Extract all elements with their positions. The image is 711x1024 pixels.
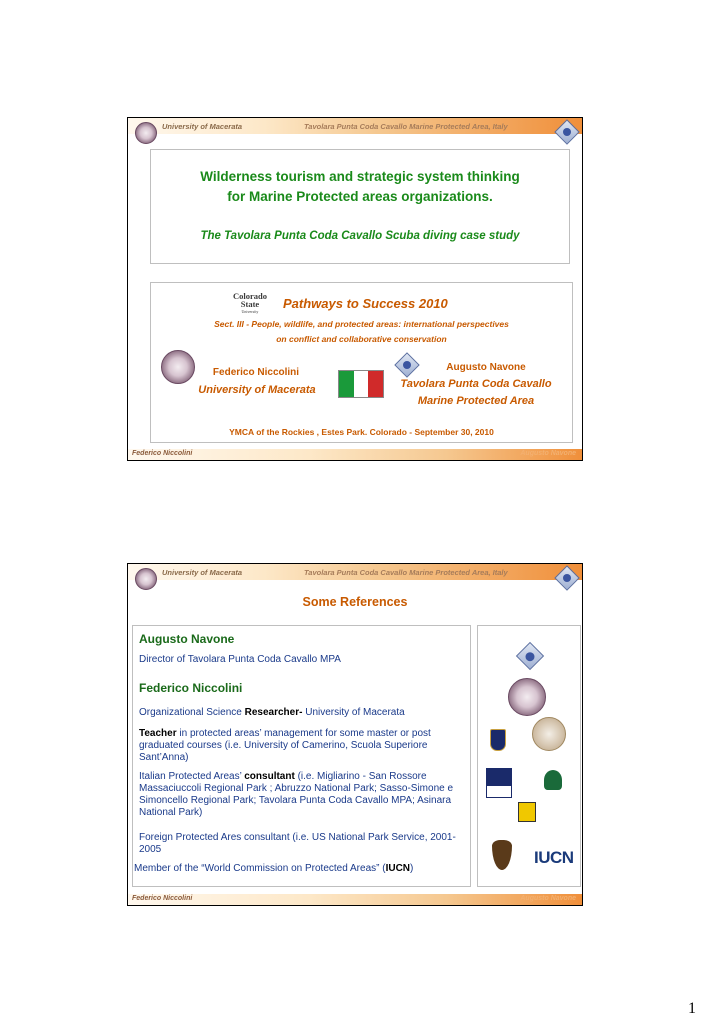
author2-affiliation-line2: Marine Protected Area <box>417 395 535 407</box>
university-seal-icon <box>532 717 566 751</box>
main-title-line2: for Marine Protected areas organizations. <box>227 189 493 204</box>
csu-logo <box>230 292 270 316</box>
references-box <box>132 625 471 887</box>
venue-text: YMCA of the Rockies , Estes Park. Colorado - September 30, 2010 <box>229 427 494 437</box>
header-right-text: Tavolara Punta Coda Cavallo Marine Protected Area, Italy <box>304 122 508 131</box>
person1-name: Augusto Navone <box>139 632 235 646</box>
item2-bold: Teacher <box>139 728 177 739</box>
ref-item-consultant <box>139 771 471 819</box>
subtitle: The Tavolara Punta Coda Cavallo Scuba diving case study <box>200 230 520 242</box>
header-left-text: University of Macerata <box>162 122 243 131</box>
csu-logo-line1: Colorado <box>233 291 267 301</box>
ref-item-teacher <box>139 728 471 764</box>
slide-footer <box>128 449 582 460</box>
header-right-text: Tavolara Punta Coda Cavallo Marine Protected Area, Italy <box>304 568 508 577</box>
author1-name: Federico Niccolini <box>212 367 300 378</box>
slide-references <box>127 563 583 906</box>
slide-header <box>128 118 582 134</box>
header-left-text: University of Macerata <box>162 568 243 577</box>
slide-title: Some References <box>302 595 408 609</box>
person1-role: Director of Tavolara Punta Coda Cavallo MPA <box>139 654 341 665</box>
shield-logo-icon <box>490 729 506 751</box>
item3-bold: consultant <box>244 771 295 782</box>
university-seal-icon <box>508 678 546 716</box>
mpa-logo-icon <box>516 642 544 670</box>
item1-post: University of Macerata <box>302 707 405 718</box>
csu-logo-line2: State <box>240 299 260 309</box>
tree-logo-icon <box>544 770 562 790</box>
item1-bold: Researcher- <box>244 707 303 718</box>
slide-header <box>128 564 582 580</box>
university-seal-icon <box>161 350 195 384</box>
page-number: 1 <box>688 1000 696 1017</box>
main-title-line1: Wilderness tourism and strategic system thinking <box>200 169 520 184</box>
park-logo-icon <box>518 802 536 822</box>
footer-left-text: Federico Niccolini <box>132 450 193 457</box>
conference-title: Pathways to Success 2010 <box>283 296 448 311</box>
item5-pre: Member of the “World Commission on Protected Areas” ( <box>134 863 386 874</box>
iucn-logo: IUCN <box>534 848 574 867</box>
italy-flag-icon <box>338 370 384 398</box>
national-park-logo-icon <box>486 768 512 798</box>
item1-pre: Organizational Science <box>139 707 245 718</box>
university-seal-icon <box>135 568 157 590</box>
nps-arrowhead-icon <box>492 840 512 870</box>
ref-item-foreign <box>139 832 459 856</box>
ref-item-iucn-member <box>134 863 472 875</box>
csu-logo-line3: University <box>241 309 259 314</box>
footer-right-text: Augusto Navone <box>520 450 576 457</box>
footer-right-text: Augusto Navone <box>520 895 576 902</box>
slide-footer <box>128 894 582 905</box>
item4-text: Foreign Protected Ares consultant (i.e. US National Park Service, 2001-2005 <box>139 832 456 855</box>
author2-name: Augusto Navone <box>446 362 526 373</box>
author2-affiliation-line1: Tavolara Punta Coda Cavallo <box>400 378 552 390</box>
section-line1: Sect. III - People, wildlife, and protected areas: international perspectives <box>214 319 509 329</box>
footer-left-text: Federico Niccolini <box>132 895 193 902</box>
conference-box <box>150 282 573 443</box>
author1-affiliation: University of Macerata <box>198 384 316 396</box>
item2-text: in protected areas’ management for some master or post graduated courses (i.e. University of Camerino, Scuola Superiore Sant’Anna) <box>139 728 431 763</box>
ref-item-researcher <box>139 707 469 719</box>
title-box <box>150 149 570 264</box>
slide-title <box>127 117 583 461</box>
section-line2: on conflict and collaborative conservation <box>276 334 447 344</box>
item5-bold: IUCN <box>385 863 411 874</box>
item5-post: ) <box>410 863 414 874</box>
item3-pre: Italian Protected Areas’ <box>139 771 245 782</box>
item3-post: (i.e. Migliarino - San Rossore Massaciuccoli Regional Park ; Abruzzo National Park; Sasso-Simone e Simoncello Regional Park; Tavolara Punta Coda Cavallo MPA; Asinara National Park) <box>139 771 454 818</box>
person2-name: Federico Niccolini <box>139 681 243 695</box>
logos-box <box>477 625 581 887</box>
university-seal-icon <box>135 122 157 144</box>
